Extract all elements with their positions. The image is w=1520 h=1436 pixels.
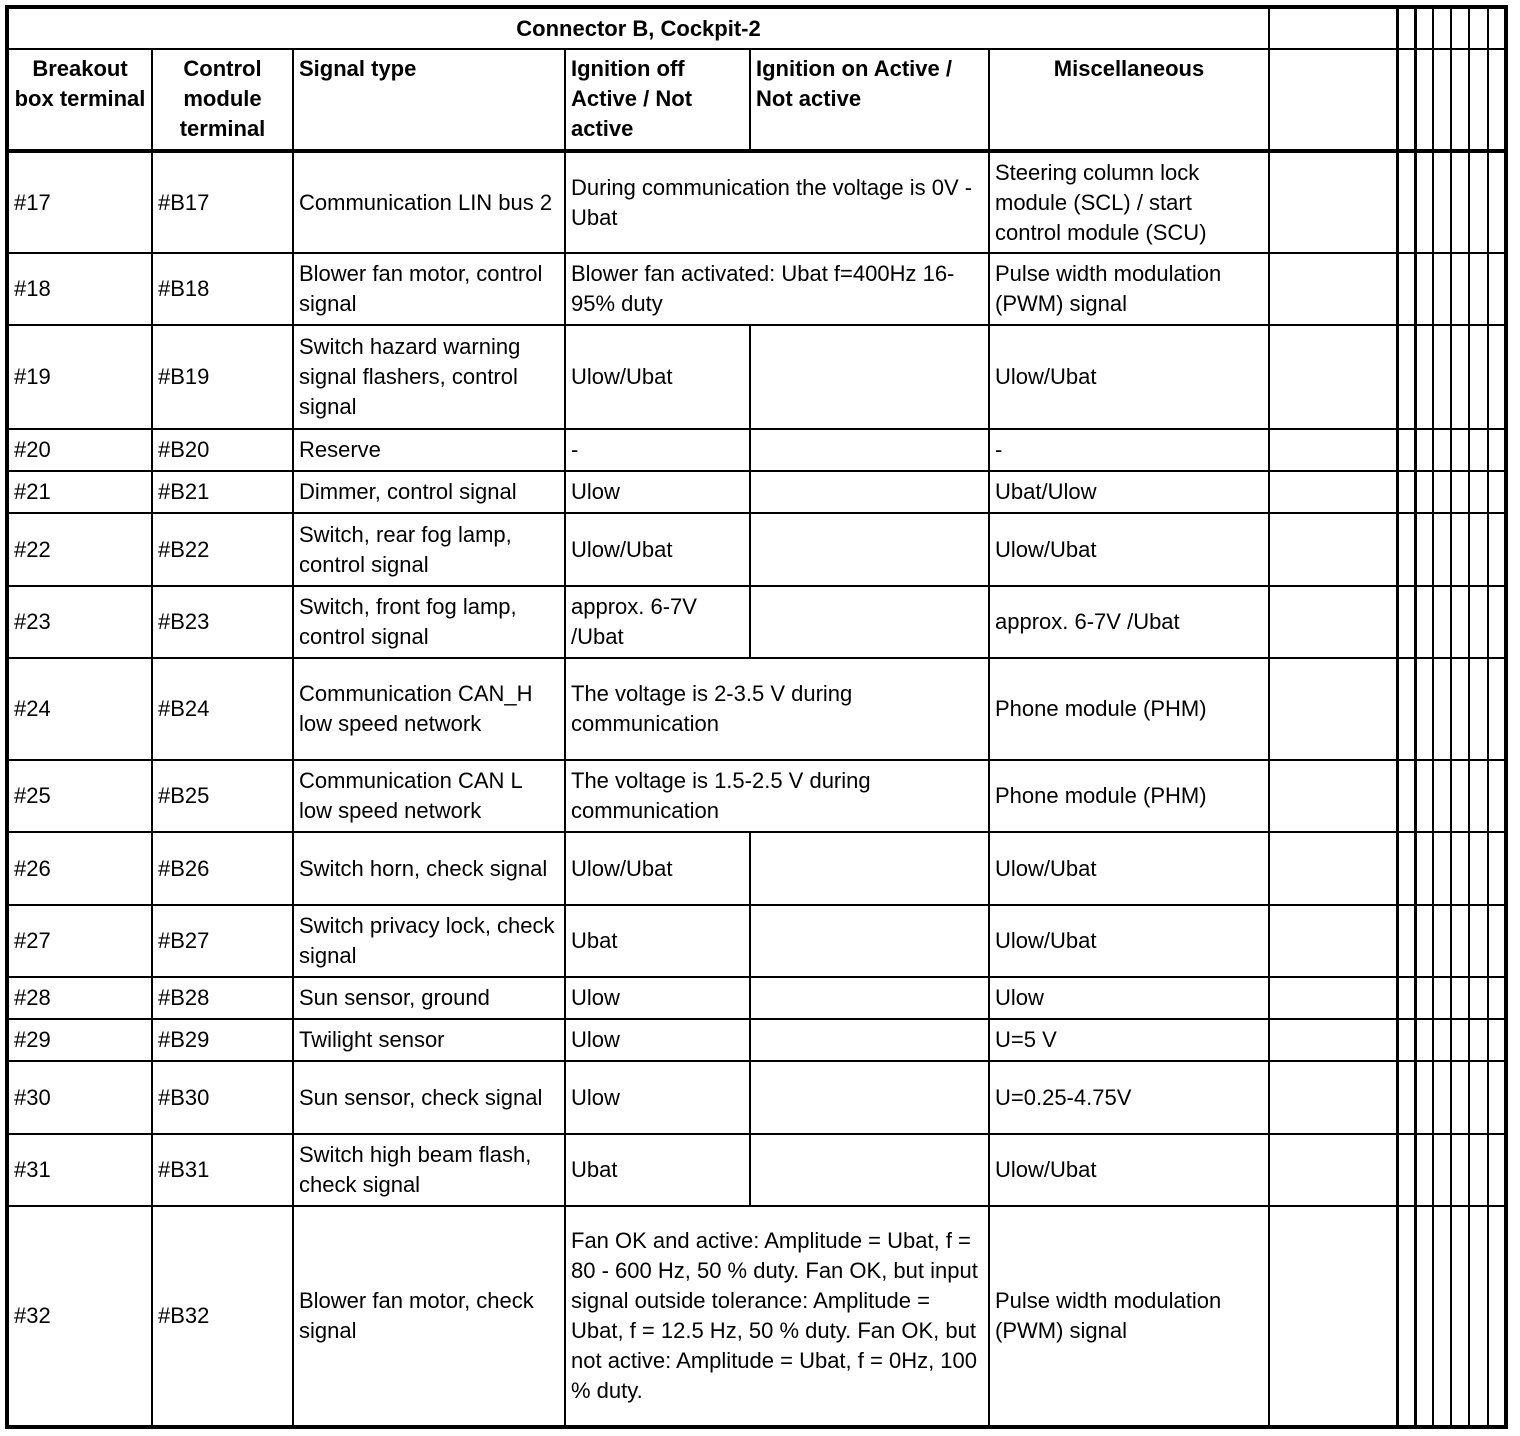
signal-type-cell: Reserve bbox=[293, 429, 565, 471]
misc-cell: Ulow/Ubat bbox=[989, 513, 1269, 586]
ignition-off-cell: - bbox=[565, 429, 750, 471]
blank-cell bbox=[1415, 253, 1433, 325]
blank-cell bbox=[1469, 905, 1488, 977]
blank-cell bbox=[1397, 49, 1415, 151]
blank-cell bbox=[1469, 658, 1488, 760]
blank-cell bbox=[1488, 1061, 1506, 1134]
signal-type-cell: Communication LIN bus 2 bbox=[293, 151, 565, 253]
blank-cell bbox=[1488, 977, 1506, 1019]
blank-cell bbox=[1433, 253, 1451, 325]
ignition-on-cell bbox=[750, 586, 989, 658]
blank-cell bbox=[1488, 760, 1506, 832]
control-terminal-cell: #B32 bbox=[152, 1206, 293, 1427]
blank-cell bbox=[1269, 471, 1397, 513]
ignition-cell: The voltage is 2-3.5 V during communication bbox=[565, 658, 989, 760]
blank-cell bbox=[1488, 586, 1506, 658]
blank-cell bbox=[1488, 658, 1506, 760]
blank-cell bbox=[1397, 586, 1415, 658]
table-row bbox=[7, 1019, 1506, 1061]
blank-cell bbox=[1433, 905, 1451, 977]
blank-cell bbox=[1397, 832, 1415, 905]
ignition-on-cell bbox=[750, 1061, 989, 1134]
header-ign-off: Ignition off Active / Not active bbox=[565, 49, 750, 151]
blank-cell bbox=[1269, 1019, 1397, 1061]
blank-cell bbox=[1269, 1061, 1397, 1134]
blank-cell bbox=[1397, 1206, 1415, 1427]
table-row bbox=[7, 1206, 1506, 1427]
blank-cell bbox=[1433, 977, 1451, 1019]
blank-cell bbox=[1451, 832, 1469, 905]
blank-cell bbox=[1488, 471, 1506, 513]
header-ign-on: Ignition on Active / Not active bbox=[750, 49, 989, 151]
blank-cell bbox=[1415, 977, 1433, 1019]
blank-cell bbox=[1469, 586, 1488, 658]
blank-cell bbox=[1469, 513, 1488, 586]
blank-cell bbox=[1469, 253, 1488, 325]
blank-cell bbox=[1488, 1134, 1506, 1206]
misc-cell: Ulow/Ubat bbox=[989, 1134, 1269, 1206]
blank-cell bbox=[1433, 832, 1451, 905]
table-row bbox=[7, 325, 1506, 429]
blank-cell bbox=[1397, 1019, 1415, 1061]
ignition-cell: The voltage is 1.5-2.5 V during communication bbox=[565, 760, 989, 832]
signal-type-cell: Sun sensor, check signal bbox=[293, 1061, 565, 1134]
signal-type-cell: Blower fan motor, check signal bbox=[293, 1206, 565, 1427]
blank-cell bbox=[1433, 513, 1451, 586]
blank-cell bbox=[1451, 1206, 1469, 1427]
control-terminal-cell: #B24 bbox=[152, 658, 293, 760]
breakout-terminal-cell: #29 bbox=[7, 1019, 152, 1061]
blank-cell bbox=[1433, 151, 1451, 253]
ignition-off-cell: Ulow/Ubat bbox=[565, 325, 750, 429]
blank-cell bbox=[1451, 49, 1469, 151]
blank-cell bbox=[1269, 977, 1397, 1019]
ignition-off-cell: approx. 6-7V /Ubat bbox=[565, 586, 750, 658]
blank-cell bbox=[1433, 760, 1451, 832]
table-row bbox=[7, 471, 1506, 513]
blank-cell bbox=[1451, 760, 1469, 832]
blank-cell bbox=[1269, 151, 1397, 253]
header-breakout: Breakout box terminal bbox=[7, 49, 152, 151]
signal-type-cell: Sun sensor, ground bbox=[293, 977, 565, 1019]
ignition-on-cell bbox=[750, 977, 989, 1019]
blank-cell bbox=[1397, 977, 1415, 1019]
ignition-on-cell bbox=[750, 1019, 989, 1061]
blank-cell bbox=[1451, 325, 1469, 429]
blank-cell bbox=[1433, 429, 1451, 471]
blank-cell bbox=[1488, 1206, 1506, 1427]
breakout-terminal-cell: #18 bbox=[7, 253, 152, 325]
signal-type-cell: Switch high beam flash, check signal bbox=[293, 1134, 565, 1206]
ignition-off-cell: Ubat bbox=[565, 905, 750, 977]
blank-cell bbox=[1415, 832, 1433, 905]
blank-cell bbox=[1269, 429, 1397, 471]
misc-cell: Phone module (PHM) bbox=[989, 760, 1269, 832]
blank-cell bbox=[1397, 151, 1415, 253]
misc-cell: U=5 V bbox=[989, 1019, 1269, 1061]
ignition-off-cell: Ubat bbox=[565, 1134, 750, 1206]
control-terminal-cell: #B23 bbox=[152, 586, 293, 658]
signal-type-cell: Communication CAN L low speed network bbox=[293, 760, 565, 832]
control-terminal-cell: #B17 bbox=[152, 151, 293, 253]
blank-cell bbox=[1488, 151, 1506, 253]
blank-cell bbox=[1269, 1206, 1397, 1427]
table-row bbox=[7, 760, 1506, 832]
blank-cell bbox=[1415, 760, 1433, 832]
blank-cell bbox=[1469, 325, 1488, 429]
breakout-terminal-cell: #24 bbox=[7, 658, 152, 760]
blank-cell bbox=[1451, 513, 1469, 586]
misc-cell: - bbox=[989, 429, 1269, 471]
breakout-terminal-cell: #22 bbox=[7, 513, 152, 586]
control-terminal-cell: #B29 bbox=[152, 1019, 293, 1061]
blank-cell bbox=[1469, 832, 1488, 905]
blank-cell bbox=[1488, 832, 1506, 905]
ignition-on-cell bbox=[750, 471, 989, 513]
ignition-cell: During communication the voltage is 0V - Ubat bbox=[565, 151, 989, 253]
connector-table bbox=[5, 5, 1508, 1429]
blank-cell bbox=[1469, 7, 1488, 49]
blank-cell bbox=[1488, 513, 1506, 586]
ignition-cell: Blower fan activated: Ubat f=400Hz 16-95% duty bbox=[565, 253, 989, 325]
blank-cell bbox=[1415, 1061, 1433, 1134]
signal-type-cell: Switch hazard warning signal flashers, control signal bbox=[293, 325, 565, 429]
blank-cell bbox=[1397, 905, 1415, 977]
misc-cell: Ulow bbox=[989, 977, 1269, 1019]
table-row bbox=[7, 658, 1506, 760]
control-terminal-cell: #B26 bbox=[152, 832, 293, 905]
blank-cell bbox=[1415, 1134, 1433, 1206]
header-signal: Signal type bbox=[293, 49, 565, 151]
blank-cell bbox=[1397, 429, 1415, 471]
table-row bbox=[7, 905, 1506, 977]
ignition-off-cell: Ulow/Ubat bbox=[565, 832, 750, 905]
ignition-off-cell: Ulow bbox=[565, 471, 750, 513]
blank-cell bbox=[1397, 253, 1415, 325]
blank-cell bbox=[1451, 471, 1469, 513]
blank-cell bbox=[1433, 49, 1451, 151]
blank-cell bbox=[1433, 471, 1451, 513]
header-control: Control module terminal bbox=[152, 49, 293, 151]
blank-cell bbox=[1488, 905, 1506, 977]
breakout-terminal-cell: #28 bbox=[7, 977, 152, 1019]
table-row bbox=[7, 1134, 1506, 1206]
signal-type-cell: Blower fan motor, control signal bbox=[293, 253, 565, 325]
blank-cell bbox=[1415, 513, 1433, 586]
blank-cell bbox=[1433, 1061, 1451, 1134]
blank-cell bbox=[1269, 760, 1397, 832]
blank-cell bbox=[1397, 1061, 1415, 1134]
blank-cell bbox=[1469, 151, 1488, 253]
misc-cell: Pulse width modulation (PWM) signal bbox=[989, 1206, 1269, 1427]
blank-cell bbox=[1397, 325, 1415, 429]
blank-cell bbox=[1488, 7, 1506, 49]
control-terminal-cell: #B31 bbox=[152, 1134, 293, 1206]
misc-cell: Ubat/Ulow bbox=[989, 471, 1269, 513]
blank-cell bbox=[1397, 7, 1415, 49]
control-terminal-cell: #B18 bbox=[152, 253, 293, 325]
blank-cell bbox=[1269, 513, 1397, 586]
blank-cell bbox=[1415, 325, 1433, 429]
ignition-on-cell bbox=[750, 429, 989, 471]
blank-cell bbox=[1397, 513, 1415, 586]
misc-cell: Ulow/Ubat bbox=[989, 325, 1269, 429]
blank-cell bbox=[1451, 429, 1469, 471]
blank-cell bbox=[1415, 905, 1433, 977]
blank-cell bbox=[1433, 1134, 1451, 1206]
blank-cell bbox=[1397, 760, 1415, 832]
table-title: Connector B, Cockpit-2 bbox=[7, 7, 1269, 49]
blank-cell bbox=[1415, 49, 1433, 151]
control-terminal-cell: #B20 bbox=[152, 429, 293, 471]
blank-cell bbox=[1469, 49, 1488, 151]
blank-cell bbox=[1415, 429, 1433, 471]
control-terminal-cell: #B19 bbox=[152, 325, 293, 429]
blank-cell bbox=[1451, 977, 1469, 1019]
blank-cell bbox=[1397, 1134, 1415, 1206]
blank-cell bbox=[1269, 1134, 1397, 1206]
blank-cell bbox=[1488, 429, 1506, 471]
blank-cell bbox=[1451, 586, 1469, 658]
control-terminal-cell: #B28 bbox=[152, 977, 293, 1019]
blank-cell bbox=[1469, 760, 1488, 832]
blank-cell bbox=[1415, 586, 1433, 658]
table-row bbox=[7, 832, 1506, 905]
blank-cell bbox=[1451, 253, 1469, 325]
blank-cell bbox=[1451, 1019, 1469, 1061]
ignition-off-cell: Ulow bbox=[565, 977, 750, 1019]
blank-cell bbox=[1269, 253, 1397, 325]
blank-cell bbox=[1451, 7, 1469, 49]
misc-cell: Ulow/Ubat bbox=[989, 905, 1269, 977]
table-row bbox=[7, 513, 1506, 586]
blank-cell bbox=[1469, 1206, 1488, 1427]
blank-cell bbox=[1488, 325, 1506, 429]
blank-cell bbox=[1451, 151, 1469, 253]
blank-cell bbox=[1415, 658, 1433, 760]
blank-cell bbox=[1415, 151, 1433, 253]
blank-cell bbox=[1469, 977, 1488, 1019]
blank-cell bbox=[1397, 658, 1415, 760]
control-terminal-cell: #B22 bbox=[152, 513, 293, 586]
breakout-terminal-cell: #30 bbox=[7, 1061, 152, 1134]
blank-cell bbox=[1433, 325, 1451, 429]
header-misc: Miscellaneous bbox=[989, 49, 1269, 151]
misc-cell: Phone module (PHM) bbox=[989, 658, 1269, 760]
control-terminal-cell: #B25 bbox=[152, 760, 293, 832]
control-terminal-cell: #B27 bbox=[152, 905, 293, 977]
blank-cell bbox=[1469, 1019, 1488, 1061]
blank-cell bbox=[1269, 49, 1397, 151]
blank-cell bbox=[1469, 429, 1488, 471]
breakout-terminal-cell: #20 bbox=[7, 429, 152, 471]
breakout-terminal-cell: #21 bbox=[7, 471, 152, 513]
breakout-terminal-cell: #27 bbox=[7, 905, 152, 977]
blank-cell bbox=[1269, 586, 1397, 658]
ignition-on-cell bbox=[750, 513, 989, 586]
table-row bbox=[7, 151, 1506, 253]
ignition-off-cell: Ulow bbox=[565, 1061, 750, 1134]
ignition-cell: Fan OK and active: Amplitude = Ubat, f = 80 - 600 Hz, 50 % duty. Fan OK, but input signal outside tolerance: Amplitude = Ubat, f = 12.5 Hz, 50 % duty. Fan OK, but not active: Amplitude = Ubat, f = 0Hz, 100 % duty. bbox=[565, 1206, 989, 1427]
control-terminal-cell: #B30 bbox=[152, 1061, 293, 1134]
blank-cell bbox=[1433, 7, 1451, 49]
misc-cell: Pulse width modulation (PWM) signal bbox=[989, 253, 1269, 325]
ignition-on-cell bbox=[750, 325, 989, 429]
signal-type-cell: Switch privacy lock, check signal bbox=[293, 905, 565, 977]
table-row bbox=[7, 253, 1506, 325]
blank-cell bbox=[1469, 471, 1488, 513]
blank-cell bbox=[1451, 905, 1469, 977]
blank-cell bbox=[1451, 1134, 1469, 1206]
table-row bbox=[7, 429, 1506, 471]
table-row bbox=[7, 586, 1506, 658]
blank-cell bbox=[1433, 1019, 1451, 1061]
blank-cell bbox=[1269, 658, 1397, 760]
breakout-terminal-cell: #23 bbox=[7, 586, 152, 658]
blank-cell bbox=[1451, 1061, 1469, 1134]
breakout-terminal-cell: #17 bbox=[7, 151, 152, 253]
blank-cell bbox=[1269, 325, 1397, 429]
misc-cell: Ulow/Ubat bbox=[989, 832, 1269, 905]
ignition-on-cell bbox=[750, 832, 989, 905]
misc-cell: U=0.25-4.75V bbox=[989, 1061, 1269, 1134]
blank-cell bbox=[1469, 1134, 1488, 1206]
blank-cell bbox=[1415, 1019, 1433, 1061]
blank-cell bbox=[1488, 1019, 1506, 1061]
blank-cell bbox=[1269, 832, 1397, 905]
blank-cell bbox=[1269, 7, 1397, 49]
table-row bbox=[7, 1061, 1506, 1134]
signal-type-cell: Twilight sensor bbox=[293, 1019, 565, 1061]
blank-cell bbox=[1451, 658, 1469, 760]
blank-cell bbox=[1488, 49, 1506, 151]
misc-cell: Steering column lock module (SCL) / start control module (SCU) bbox=[989, 151, 1269, 253]
ignition-on-cell bbox=[750, 905, 989, 977]
misc-cell: approx. 6-7V /Ubat bbox=[989, 586, 1269, 658]
breakout-terminal-cell: #19 bbox=[7, 325, 152, 429]
table-row bbox=[7, 977, 1506, 1019]
signal-type-cell: Switch, front fog lamp, control signal bbox=[293, 586, 565, 658]
ignition-off-cell: Ulow bbox=[565, 1019, 750, 1061]
ignition-off-cell: Ulow/Ubat bbox=[565, 513, 750, 586]
breakout-terminal-cell: #31 bbox=[7, 1134, 152, 1206]
signal-type-cell: Dimmer, control signal bbox=[293, 471, 565, 513]
breakout-terminal-cell: #26 bbox=[7, 832, 152, 905]
ignition-on-cell bbox=[750, 1134, 989, 1206]
signal-type-cell: Communication CAN_H low speed network bbox=[293, 658, 565, 760]
blank-cell bbox=[1415, 1206, 1433, 1427]
blank-cell bbox=[1433, 658, 1451, 760]
signal-type-cell: Switch, rear fog lamp, control signal bbox=[293, 513, 565, 586]
breakout-terminal-cell: #25 bbox=[7, 760, 152, 832]
blank-cell bbox=[1415, 7, 1433, 49]
blank-cell bbox=[1488, 253, 1506, 325]
breakout-terminal-cell: #32 bbox=[7, 1206, 152, 1427]
control-terminal-cell: #B21 bbox=[152, 471, 293, 513]
blank-cell bbox=[1433, 586, 1451, 658]
blank-cell bbox=[1469, 1061, 1488, 1134]
signal-type-cell: Switch horn, check signal bbox=[293, 832, 565, 905]
blank-cell bbox=[1433, 1206, 1451, 1427]
blank-cell bbox=[1269, 905, 1397, 977]
blank-cell bbox=[1397, 471, 1415, 513]
blank-cell bbox=[1415, 471, 1433, 513]
